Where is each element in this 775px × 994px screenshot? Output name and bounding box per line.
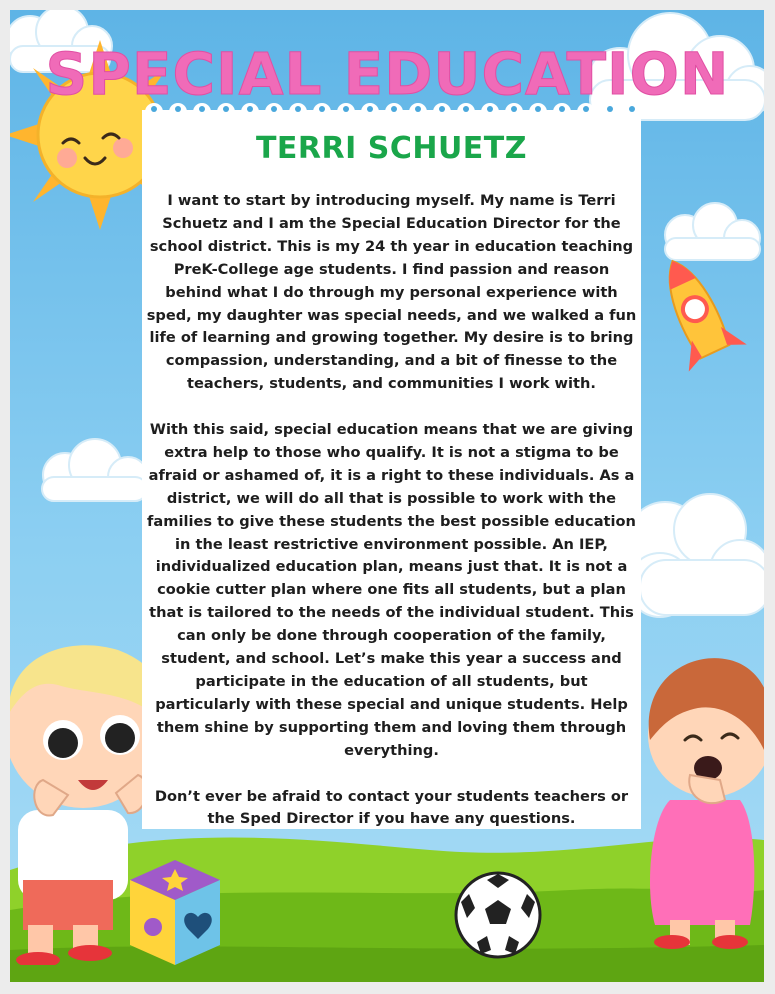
special-education-paragraph: With this said, special education means that we are giving extra help to those who qualify. It is not a stigma to be afraid or ashamed of, it is a right to these individuals. As a district, we will do all that is possible to work with the families to give these students the best possible education in the least restrictive environment possible. An IEP, individualized education plan, means just that. It is not a cookie cutter plan where one fits all students, but a plan that is tailored to the needs of the individual student. This can only be done through cooperation of the family, student, and school. Let’s make this year a success and participate in the education of all students, but particularly with these special and unique students. Help them shine by supporting them and loving them through everything.: [147, 421, 636, 759]
child-girl-illustration: [630, 650, 764, 950]
cloud-icon: [30, 435, 155, 510]
page-title: SPECIAL EDUCATION: [45, 40, 730, 108]
toy-block-icon: [120, 855, 230, 970]
author-name: TERRI SCHUETZ: [255, 131, 528, 166]
body-text: [146, 190, 637, 854]
contact-paragraph: Don’t ever be afraid to contact your students teachers or the Sped Director if you have any questions.: [154, 787, 629, 828]
flower-icon: [144, 918, 162, 936]
rocket-icon: [650, 250, 750, 390]
intro-paragraph: I want to start by introducing myself. My name is Terri Schuetz and I am the Special Education Director for the school district. This is my 24 th year in education teaching PreK-College age students. I find passion and reason behind what I do through my personal experience with sped, my daughter was special needs, and we walked a fun life of learning and growing together. My desire is to bring compassion, understanding, and a bit of finesse to the teachers, students, and communities I work with.: [146, 192, 637, 393]
soccer-ball-icon: [453, 870, 543, 960]
